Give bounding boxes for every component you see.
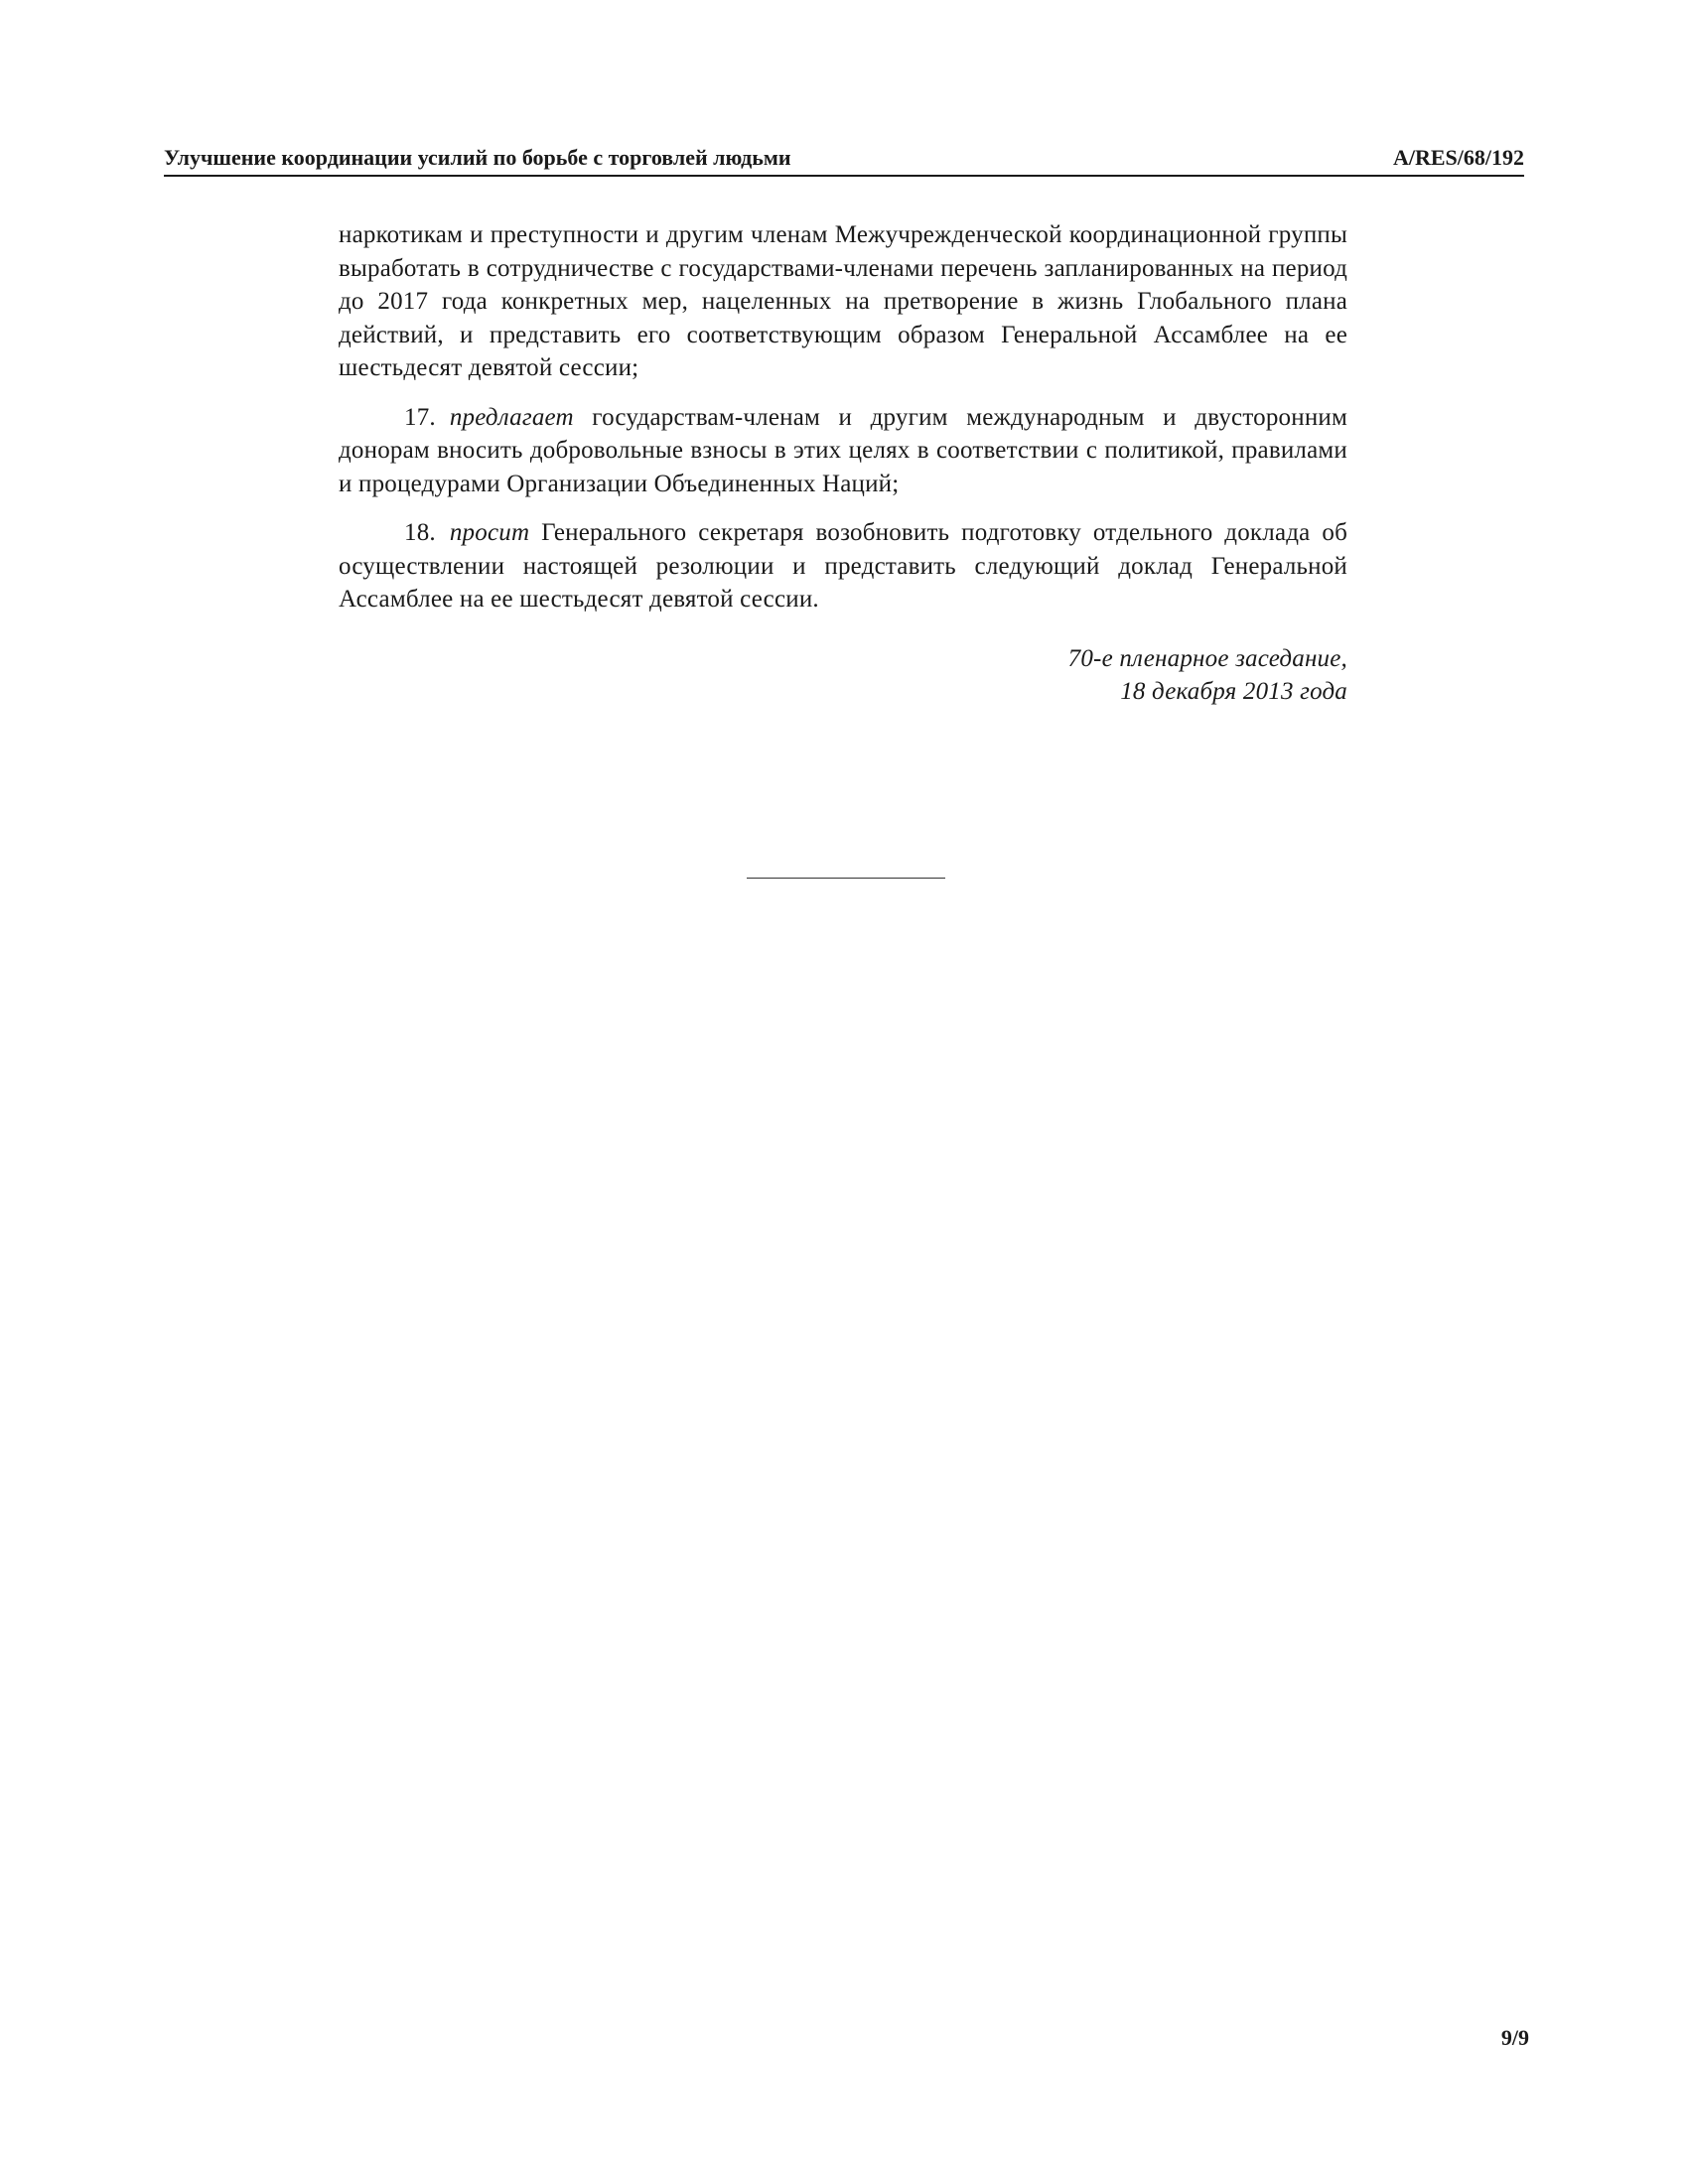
- paragraph-continuation: [339, 218, 1347, 385]
- date-line: 18 декабря 2013 года: [1120, 677, 1347, 705]
- paragraph-18: [339, 516, 1347, 616]
- document-symbol: A/RES/68/192: [1392, 145, 1524, 170]
- paragraph-text: государствам-членам и другим международным и двусторонним донорам вносить добровольные взносы в этих целях в соответствии с политикой, правилами и процедурами Организации Объединенных Наций;: [339, 403, 1347, 497]
- page-number: 9/9: [1500, 2025, 1529, 2050]
- signature-block: [339, 642, 1347, 708]
- operative-keyword: просит: [449, 519, 530, 546]
- paragraph-number: 17.: [404, 403, 436, 431]
- paragraph-text: наркотикам и преступности и другим членам Межучрежденческой координационной группы выработать в сотрудничестве с государствами-членами перечень запланированных на период до 2017 года конкретных мер, нацеленных на претворение в жизнь Глобального плана действий, и представить его соответствующим образом Генеральной Ассамблее на ее шестьдесят девятой сессии;: [339, 221, 1347, 381]
- page-header: [164, 143, 1524, 177]
- paragraph-number: 18.: [404, 519, 436, 546]
- end-rule: [747, 878, 945, 879]
- header-title: Улучшение координации усилий по борьбе с торговлей людьми: [164, 145, 791, 170]
- resolution-body: [339, 218, 1347, 708]
- paragraph-17: [339, 401, 1347, 501]
- meeting-line: 70-е пленарное заседание,: [1067, 644, 1347, 672]
- operative-keyword: предлагает: [449, 403, 574, 431]
- paragraph-text: Генерального секретаря возобновить подготовку отдельного доклада об осуществлении настоящей резолюции и представить следующий доклад Генеральной Ассамблее на ее шестьдесят девятой сессии.: [339, 519, 1347, 613]
